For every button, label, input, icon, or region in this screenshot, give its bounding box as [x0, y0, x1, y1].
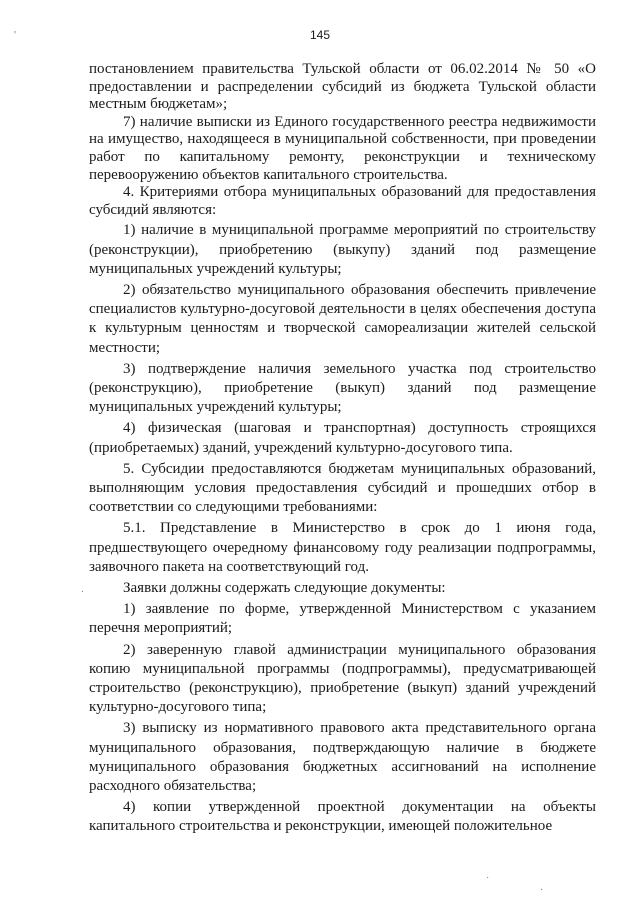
paragraph: 2) заверенную главой администрации муниципального образования копию муниципальной программы (подпрограммы), предусматривающей строительство (реконструкцию), приобретение (выкуп) зданий учреждений культурно-досугового типа; — [89, 641, 596, 716]
scan-speck: ' — [14, 30, 16, 41]
paragraph: постановлением правительства Тульской области от 06.02.2014 № 50 «О предоставлении и распределении субсидий из бюджета Тульской области местным бюджетам»; — [89, 61, 596, 113]
scan-speck: · — [540, 884, 544, 895]
paragraph: 5.1. Представление в Министерство в срок до 1 июня года, предшествующего очередному финансовому году реализации подпрограммы, заявочного пакета на соответствующий год. — [89, 520, 596, 575]
paragraph: 1) заявление по форме, утвержденной Министерством с указанием перечня мероприятий; — [89, 601, 596, 637]
paragraph: 3) выписку из нормативного правового акта представительного органа муниципального образования, подтверждающую наличие в бюджете муниципального образования бюджетных ассигнований на исполнение расходного обязательства; — [89, 720, 596, 795]
paragraph: 4) физическая (шаговая и транспортная) доступность строящихся (приобретаемых) зданий, учреждений культурно-досугового типа. — [89, 420, 596, 456]
paragraph: 5. Субсидии предоставляются бюджетам муниципальных образований, выполняющим условия предоставления субсидий и прошедших отбор в соответствии со следующими требованиями: — [89, 460, 596, 516]
scan-speck: . — [81, 584, 84, 595]
document-body — [89, 61, 596, 837]
paragraph: 4. Критериями отбора муниципальных образований для предоставления субсидий являются: — [89, 184, 596, 218]
paragraph: Заявки должны содержать следующие документы: — [123, 580, 446, 596]
paragraph: 4) копии утвержденной проектной документации на объекты капитального строительства и реконструкции, имеющей положительное — [89, 799, 596, 835]
paragraph: 2) обязательство муниципального образования обеспечить привлечение специалистов культурно-досуговой деятельности в целях обеспечения доступа к культурным ценностям и творческой самореализации жителей сельской местности; — [89, 281, 596, 356]
page-number: 145 — [309, 28, 331, 42]
paragraph: 1) наличие в муниципальной программе мероприятий по строительству (реконструкции), приобретению (выкупу) зданий под размещение муниципальных учреждений культуры; — [89, 222, 596, 277]
scan-speck: · — [486, 872, 490, 883]
paragraph: 7) наличие выписки из Единого государственного реестра недвижимости на имущество, находящееся в муниципальной собственности, при проведении работ по капитальному ремонту, реконструкции и техническому перевооружению объектов капитального строительства. — [89, 113, 596, 183]
paragraph: 3) подтверждение наличия земельного участка под строительство (реконструкцию), приобретение (выкуп) зданий под размещение муниципальных учреждений культуры; — [89, 360, 596, 416]
